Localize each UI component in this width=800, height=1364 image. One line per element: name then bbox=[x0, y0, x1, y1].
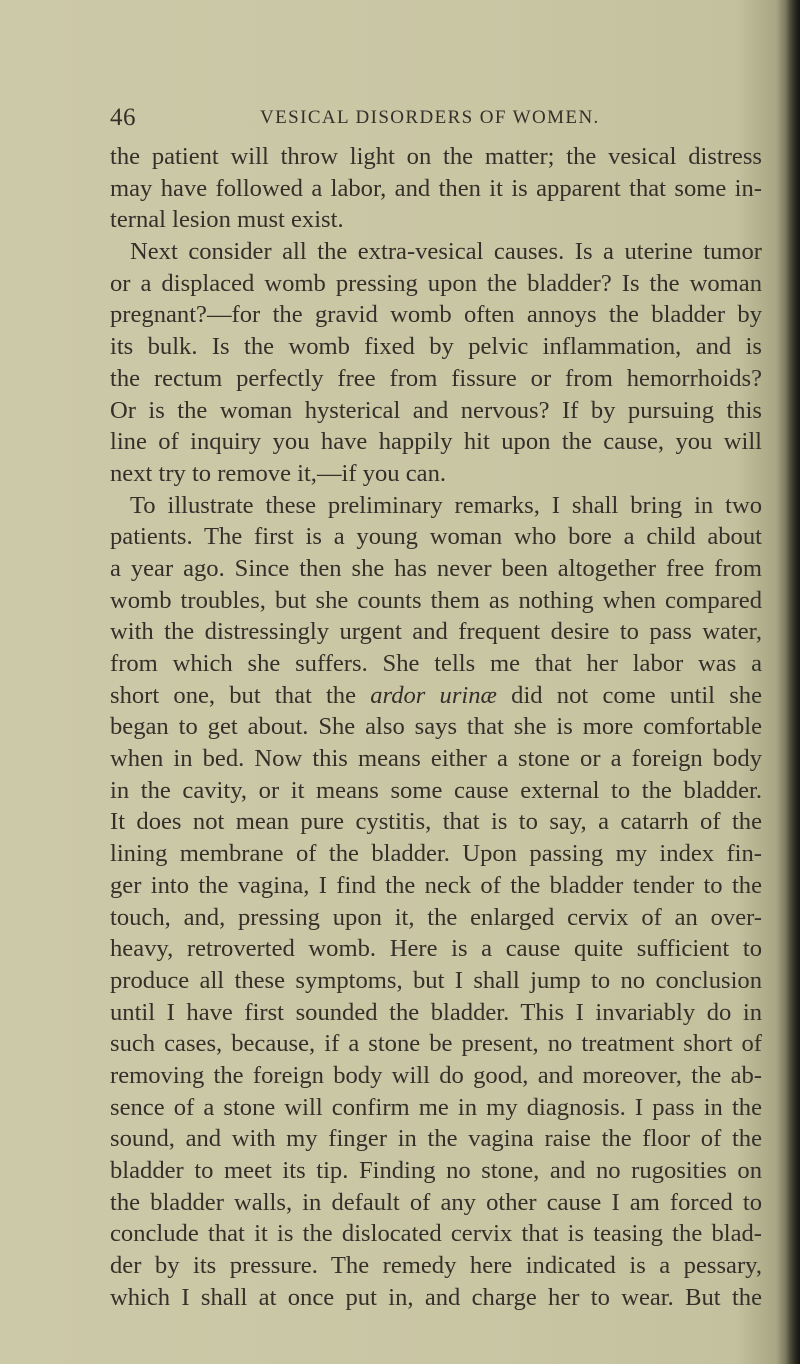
text-line: which I shall at once put in, and charge her to wear. But the bbox=[110, 1283, 762, 1311]
text-line: began to get about. She also says that she is more comfortable bbox=[110, 713, 762, 741]
text-line: heavy, retroverted womb. Here is a cause quite sufficient to bbox=[110, 935, 762, 963]
text-line: the rectum perfectly free from fissure or from hemorrhoids? bbox=[110, 364, 762, 392]
text-line: bladder to meet its tip. Finding no stone, and no rugosities on bbox=[110, 1157, 762, 1184]
text-line: produce all these symptoms, but I shall jump to no conclusion bbox=[110, 966, 762, 994]
text-line: next try to remove it,—if you can. bbox=[110, 459, 447, 487]
text-line: womb troubles, but she counts them as nothing when compared bbox=[110, 586, 762, 614]
running-head: VESICAL DISORDERS OF WOMEN. bbox=[260, 107, 600, 128]
text-line: such cases, because, if a stone be present, no treatment short of bbox=[110, 1030, 762, 1058]
text-line: Or is the woman hysterical and nervous? If by pursuing this bbox=[110, 396, 762, 424]
text-line: a year ago. Since then she has never been altogether free from bbox=[110, 554, 762, 582]
text-line: when in bed. Now this means either a stone or a foreign body bbox=[110, 745, 762, 773]
text-line: It does not mean pure cystitis, that is to say, a catarrh of the bbox=[110, 808, 762, 836]
italic-phrase: ardor urinæ bbox=[370, 681, 497, 709]
text-line: removing the foreign body will do good, and moreover, the ab- bbox=[110, 1061, 762, 1089]
body-text bbox=[110, 141, 762, 1313]
text-line: lining membrane of the bladder. Upon passing my index fin- bbox=[110, 840, 762, 868]
text-line: der by its pressure. The remedy here indicated is a pessary, bbox=[110, 1252, 762, 1280]
text-line: or a displaced womb pressing upon the bladder? Is the woman bbox=[110, 269, 762, 297]
text-line: conclude that it is the dislocated cervix that is teasing the blad- bbox=[110, 1220, 762, 1248]
text-line: sence of a stone will confirm me in my diagnosis. I pass in the bbox=[110, 1093, 762, 1121]
text-line: with the distressingly urgent and frequent desire to pass water, bbox=[110, 618, 762, 646]
page-number: 46 bbox=[110, 104, 136, 131]
page-edge-shadow bbox=[786, 0, 800, 1364]
text-line-start: short one, but that the bbox=[110, 681, 371, 709]
text-line: the patient will throw light on the matter; the vesical distress bbox=[110, 143, 762, 170]
text-line: in the cavity, or it means some cause external to the bladder. bbox=[110, 776, 762, 804]
text-line: sound, and with my finger in the vagina raise the floor of the bbox=[110, 1125, 762, 1153]
text-line: line of inquiry you have happily hit upon the cause, you will bbox=[110, 428, 762, 456]
text-line: To illustrate these preliminary remarks, I shall bring in two bbox=[130, 491, 762, 519]
text-line: until I have first sounded the bladder. This I invariably do in bbox=[110, 998, 762, 1026]
page-header bbox=[110, 100, 750, 136]
text-line: from which she suffers. She tells me that her labor was a bbox=[110, 650, 762, 677]
text-line: patients. The first is a young woman who bore a child about bbox=[110, 523, 762, 551]
text-line: the bladder walls, in default of any other cause I am forced to bbox=[110, 1188, 762, 1216]
text-line: its bulk. Is the womb fixed by pelvic inflammation, and is bbox=[110, 333, 762, 361]
text-line: pregnant?—for the gravid womb often annoys the bladder by bbox=[110, 301, 762, 329]
text-line: may have followed a labor, and then it is apparent that some in- bbox=[110, 174, 762, 202]
text-line: touch, and, pressing upon it, the enlarged cervix of an over- bbox=[110, 903, 762, 931]
text-line: ternal lesion must exist. bbox=[110, 206, 344, 234]
text-line bbox=[110, 680, 762, 712]
text-line: ger into the vagina, I find the neck of the bladder tender to the bbox=[110, 871, 762, 899]
text-line: Next consider all the extra-vesical causes. Is a uterine tumor bbox=[130, 238, 762, 266]
text-line-end: did not come until she bbox=[496, 681, 762, 709]
